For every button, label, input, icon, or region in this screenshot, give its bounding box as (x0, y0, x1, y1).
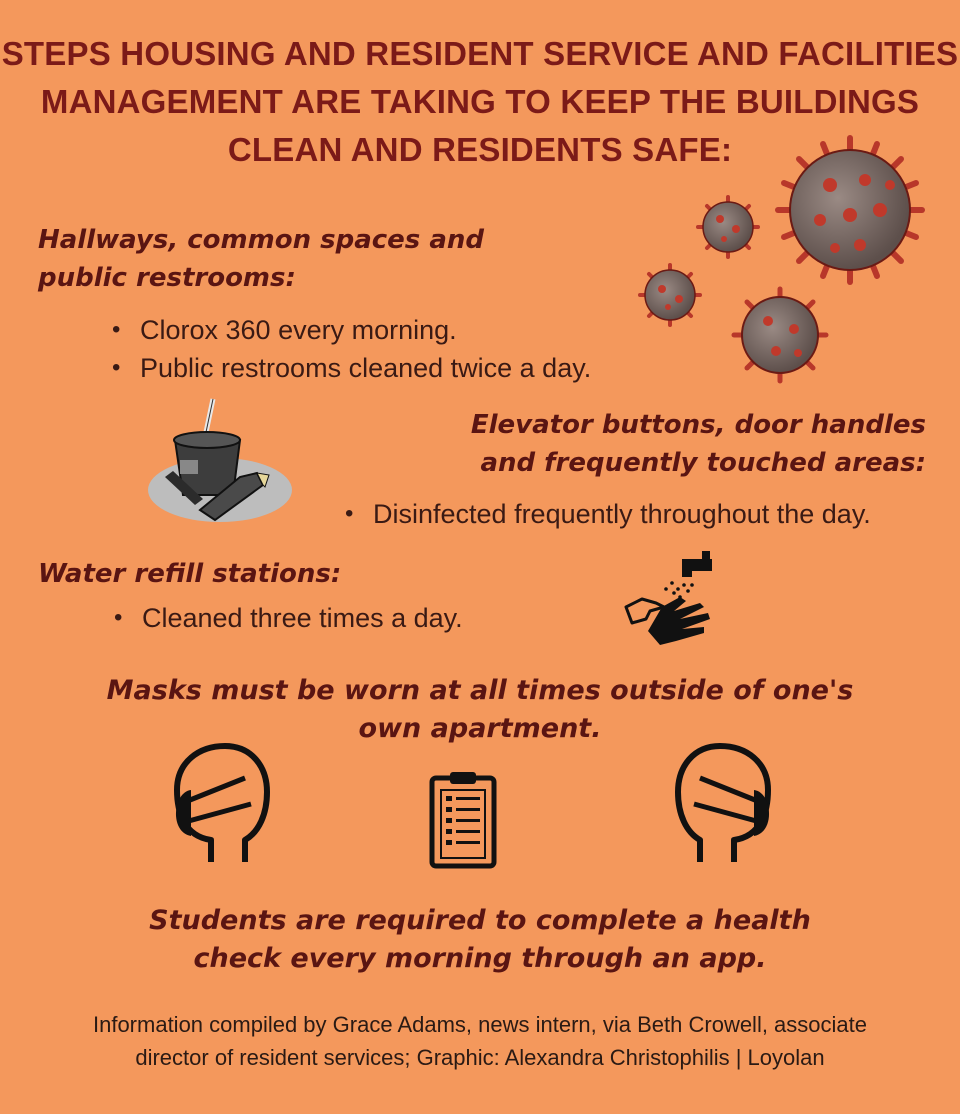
health-check-heading: Students are required to complete a health check every morning through an app. (149, 905, 811, 974)
water-list (112, 599, 463, 637)
virus-cluster-illustration (630, 130, 930, 390)
credit-text: Information compiled by Grace Adams, news intern, via Beth Crowell, associate director of resident services; Graphic: Alexandra Christophilis | Loyolan (92, 1012, 868, 1070)
elevator-heading: Elevator buttons, door handles and frequently touched areas: (470, 410, 926, 478)
virus-medium-icon (698, 197, 758, 257)
face-mask-right-icon (672, 740, 782, 865)
water-heading: Water refill stations: (38, 559, 342, 589)
virus-large-icon (778, 138, 922, 282)
hallways-list (110, 311, 591, 387)
list-item: • Cleaned three times a day. (112, 599, 463, 637)
cleaning-supplies-icon (145, 395, 295, 530)
list-item: • Public restrooms cleaned twice a day. (110, 349, 591, 387)
title-line-3: CLEAN AND RESIDENTS SAFE: (227, 131, 733, 168)
title-line-2: MANAGEMENT ARE TAKING TO KEEP THE BUILDINGS (40, 83, 920, 120)
title-line-1: STEPS HOUSING AND RESIDENT SERVICE AND FACILITIES (1, 35, 959, 72)
virus-bottom-icon (734, 289, 826, 381)
masks-heading: Masks must be worn at all times outside of one's own apartment. (106, 675, 854, 744)
elevator-list (343, 495, 871, 533)
hallways-heading: Hallways, common spaces and public restrooms: (38, 225, 484, 293)
list-item: • Disinfected frequently throughout the day. (343, 495, 871, 533)
handwashing-icon (620, 545, 725, 650)
virus-small-icon (640, 265, 700, 325)
clipboard-checklist-icon (428, 770, 498, 870)
face-mask-left-icon (163, 740, 273, 865)
list-item: • Clorox 360 every morning. (110, 311, 591, 349)
